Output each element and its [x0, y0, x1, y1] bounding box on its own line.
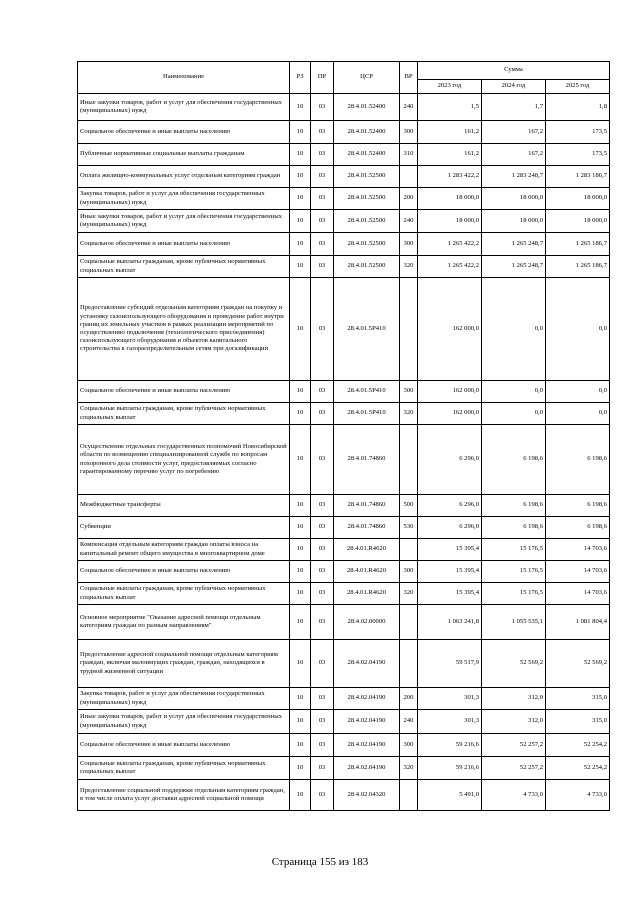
cell-rz: 10 [290, 94, 311, 121]
cell-y2024: 15 176,5 [482, 583, 546, 605]
cell-pr: 03 [311, 583, 334, 605]
cell-csr: 28.4.01.5Р410 [334, 381, 400, 403]
cell-y2025: 1,8 [546, 94, 610, 121]
cell-vr: 240 [400, 710, 418, 734]
cell-y2025: 0,0 [546, 278, 610, 381]
cell-y2023: 5 491,0 [418, 780, 482, 811]
cell-pr: 03 [311, 278, 334, 381]
cell-name: Иные закупки товаров, работ и услуг для обеспечения государственных (муниципальных) нужд [78, 710, 290, 734]
table-row [78, 688, 610, 710]
cell-y2024: 167,2 [482, 144, 546, 166]
cell-y2024: 1,7 [482, 94, 546, 121]
cell-y2024: 1 265 248,7 [482, 233, 546, 256]
cell-y2023: 301,3 [418, 710, 482, 734]
cell-vr: 200 [400, 688, 418, 710]
cell-name: Межбюджетные трансферты [78, 495, 290, 517]
cell-pr: 03 [311, 256, 334, 278]
cell-rz: 10 [290, 757, 311, 780]
cell-pr: 03 [311, 605, 334, 640]
cell-y2023: 15 395,4 [418, 561, 482, 583]
table-row [78, 210, 610, 233]
cell-rz: 10 [290, 780, 311, 811]
cell-y2024: 18 000,0 [482, 188, 546, 210]
cell-y2025: 1 283 186,7 [546, 166, 610, 188]
cell-name: Основное мероприятие "Оказание адресной помощи отдельным категориям граждан по разным направлениям" [78, 605, 290, 640]
cell-pr: 03 [311, 539, 334, 561]
cell-y2023: 6 296,0 [418, 495, 482, 517]
cell-vr: 320 [400, 403, 418, 425]
cell-csr: 28.4.02.00000 [334, 605, 400, 640]
cell-pr: 03 [311, 381, 334, 403]
table-row [78, 640, 610, 688]
cell-y2024: 6 198,6 [482, 495, 546, 517]
cell-csr: 28.4.01.52500 [334, 188, 400, 210]
cell-csr: 28.4.01.R4620 [334, 583, 400, 605]
cell-pr: 03 [311, 210, 334, 233]
cell-rz: 10 [290, 734, 311, 757]
cell-y2023: 162 000,0 [418, 403, 482, 425]
table-row [78, 94, 610, 121]
budget-table [77, 61, 610, 811]
cell-name: Иные закупки товаров, работ и услуг для обеспечения государственных (муниципальных) нужд [78, 94, 290, 121]
cell-csr: 28.4.02.04190 [334, 710, 400, 734]
cell-pr: 03 [311, 121, 334, 144]
cell-csr: 28.4.02.04190 [334, 688, 400, 710]
cell-pr: 03 [311, 640, 334, 688]
cell-csr: 28.4.01.52500 [334, 256, 400, 278]
cell-name: Осуществление отдельных государственных полномочий Новосибирской области по возмещению специализированной службе по вопросам похоронного дела стоимости услуг, предоставляемых согласно гарантированному перечню услуг по погребению [78, 425, 290, 495]
cell-y2025: 1 081 804,4 [546, 605, 610, 640]
cell-rz: 10 [290, 210, 311, 233]
cell-y2025: 6 198,6 [546, 495, 610, 517]
cell-csr: 28.4.01.52500 [334, 166, 400, 188]
table-row [78, 710, 610, 734]
cell-rz: 10 [290, 121, 311, 144]
cell-vr [400, 640, 418, 688]
cell-vr: 200 [400, 188, 418, 210]
cell-vr: 240 [400, 94, 418, 121]
cell-pr: 03 [311, 94, 334, 121]
cell-y2023: 59 517,9 [418, 640, 482, 688]
table-row [78, 757, 610, 780]
cell-y2025: 0,0 [546, 403, 610, 425]
header-sum: Сумма [418, 62, 610, 80]
cell-y2024: 0,0 [482, 403, 546, 425]
cell-y2023: 1 265 422,2 [418, 256, 482, 278]
cell-vr: 300 [400, 121, 418, 144]
table-row [78, 495, 610, 517]
cell-y2024: 0,0 [482, 381, 546, 403]
cell-y2023: 162 000,0 [418, 381, 482, 403]
cell-rz: 10 [290, 425, 311, 495]
header-rz: РЗ [290, 62, 311, 94]
cell-y2025: 18 000,0 [546, 210, 610, 233]
cell-rz: 10 [290, 233, 311, 256]
table-row [78, 517, 610, 539]
cell-y2024: 312,0 [482, 688, 546, 710]
cell-y2024: 0,0 [482, 278, 546, 381]
header-2025: 2025 год [546, 80, 610, 94]
cell-vr: 300 [400, 233, 418, 256]
cell-rz: 10 [290, 166, 311, 188]
cell-y2023: 161,2 [418, 144, 482, 166]
cell-y2023: 18 000,0 [418, 210, 482, 233]
cell-y2024: 6 198,6 [482, 517, 546, 539]
header-vr: ВР [400, 62, 418, 94]
header-2024: 2024 год [482, 80, 546, 94]
cell-vr [400, 539, 418, 561]
cell-name: Закупка товаров, работ и услуг для обеспечения государственных (муниципальных) нужд [78, 188, 290, 210]
cell-name: Компенсация отдельным категориям граждан оплаты взноса на капитальный ремонт общего имущества в многоквартирном доме [78, 539, 290, 561]
table-row [78, 233, 610, 256]
table-row [78, 403, 610, 425]
cell-rz: 10 [290, 144, 311, 166]
cell-csr: 28.4.01.52400 [334, 121, 400, 144]
cell-vr: 300 [400, 561, 418, 583]
cell-name: Социальные выплаты гражданам, кроме публичных нормативных социальных выплат [78, 757, 290, 780]
cell-y2025: 14 703,6 [546, 561, 610, 583]
cell-vr: 310 [400, 144, 418, 166]
cell-vr [400, 278, 418, 381]
cell-y2023: 162 000,0 [418, 278, 482, 381]
cell-y2025: 1 265 186,7 [546, 233, 610, 256]
cell-csr: 28.4.02.04190 [334, 734, 400, 757]
table-row [78, 539, 610, 561]
cell-y2023: 1,5 [418, 94, 482, 121]
cell-name: Иные закупки товаров, работ и услуг для обеспечения государственных (муниципальных) нужд [78, 210, 290, 233]
cell-y2023: 59 216,6 [418, 757, 482, 780]
cell-vr: 300 [400, 381, 418, 403]
cell-name: Социальное обеспечение и иные выплаты населению [78, 381, 290, 403]
cell-vr: 320 [400, 583, 418, 605]
cell-pr: 03 [311, 780, 334, 811]
cell-y2025: 0,0 [546, 381, 610, 403]
cell-y2025: 1 265 186,7 [546, 256, 610, 278]
cell-y2023: 15 395,4 [418, 583, 482, 605]
cell-y2023: 6 296,0 [418, 517, 482, 539]
cell-pr: 03 [311, 495, 334, 517]
cell-csr: 28.4.01.74860 [334, 495, 400, 517]
cell-rz: 10 [290, 539, 311, 561]
cell-y2024: 1 265 248,7 [482, 256, 546, 278]
cell-name: Социальное обеспечение и иные выплаты населению [78, 121, 290, 144]
cell-y2023: 1 063 241,8 [418, 605, 482, 640]
table-row [78, 734, 610, 757]
cell-csr: 28.4.01.52400 [334, 144, 400, 166]
cell-pr: 03 [311, 517, 334, 539]
cell-rz: 10 [290, 561, 311, 583]
cell-pr: 03 [311, 403, 334, 425]
cell-vr [400, 605, 418, 640]
cell-pr: 03 [311, 734, 334, 757]
cell-y2024: 52 257,2 [482, 734, 546, 757]
cell-name: Социальное обеспечение и иные выплаты населению [78, 233, 290, 256]
cell-pr: 03 [311, 688, 334, 710]
cell-name: Социальное обеспечение и иные выплаты населению [78, 561, 290, 583]
cell-y2024: 15 176,5 [482, 561, 546, 583]
cell-name: Социальное обеспечение и иные выплаты населению [78, 734, 290, 757]
cell-pr: 03 [311, 425, 334, 495]
cell-y2024: 167,2 [482, 121, 546, 144]
cell-pr: 03 [311, 710, 334, 734]
cell-rz: 10 [290, 495, 311, 517]
cell-pr: 03 [311, 561, 334, 583]
cell-y2024: 1 055 535,1 [482, 605, 546, 640]
table-row [78, 188, 610, 210]
cell-pr: 03 [311, 188, 334, 210]
cell-y2025: 6 198,6 [546, 425, 610, 495]
cell-rz: 10 [290, 710, 311, 734]
cell-y2023: 6 296,0 [418, 425, 482, 495]
cell-name: Социальные выплаты гражданам, кроме публичных нормативных социальных выплат [78, 583, 290, 605]
cell-y2023: 1 265 422,2 [418, 233, 482, 256]
cell-csr: 28.4.01.R4620 [334, 539, 400, 561]
cell-rz: 10 [290, 256, 311, 278]
table-row [78, 561, 610, 583]
cell-name: Предоставление социальной поддержки отдельным категориям граждан, в том числе оплата услуг доставки адресной социальной помощи [78, 780, 290, 811]
cell-y2024: 52 257,2 [482, 757, 546, 780]
cell-csr: 28.4.02.04320 [334, 780, 400, 811]
cell-y2025: 173,5 [546, 121, 610, 144]
cell-rz: 10 [290, 403, 311, 425]
cell-y2025: 14 703,6 [546, 583, 610, 605]
cell-rz: 10 [290, 605, 311, 640]
table-row [78, 583, 610, 605]
page-footer: Страница 155 из 183 [271, 856, 369, 868]
cell-rz: 10 [290, 583, 311, 605]
table-row [78, 780, 610, 811]
cell-csr: 28.4.01.52500 [334, 233, 400, 256]
cell-y2023: 301,3 [418, 688, 482, 710]
cell-pr: 03 [311, 144, 334, 166]
cell-csr: 28.4.01.5Р410 [334, 278, 400, 381]
cell-vr: 530 [400, 517, 418, 539]
cell-y2025: 315,0 [546, 710, 610, 734]
cell-y2024: 18 000,0 [482, 210, 546, 233]
cell-y2025: 173,5 [546, 144, 610, 166]
cell-csr: 28.4.02.04190 [334, 640, 400, 688]
cell-y2025: 6 198,6 [546, 517, 610, 539]
table-row [78, 121, 610, 144]
cell-y2023: 15 395,4 [418, 539, 482, 561]
cell-y2025: 52 254,2 [546, 757, 610, 780]
cell-y2024: 1 283 248,7 [482, 166, 546, 188]
cell-y2025: 18 000,0 [546, 188, 610, 210]
table-row [78, 381, 610, 403]
cell-pr: 03 [311, 233, 334, 256]
cell-name: Предоставление адресной социальной помощи отдельным категориям граждан, включая малоимущих граждан, граждан, находящихся в трудной жизненной ситуации [78, 640, 290, 688]
cell-csr: 28.4.01.52400 [334, 94, 400, 121]
cell-name: Социальные выплаты гражданам, кроме публичных нормативных социальных выплат [78, 256, 290, 278]
header-csr: ЦСР [334, 62, 400, 94]
table-body [78, 94, 610, 811]
cell-pr: 03 [311, 166, 334, 188]
header-pr: ПР [311, 62, 334, 94]
cell-y2025: 14 703,6 [546, 539, 610, 561]
cell-vr: 320 [400, 256, 418, 278]
header-row-1 [78, 62, 610, 80]
cell-csr: 28.4.01.R4620 [334, 561, 400, 583]
table-row [78, 425, 610, 495]
table-row [78, 278, 610, 381]
cell-rz: 10 [290, 278, 311, 381]
table-row [78, 144, 610, 166]
cell-rz: 10 [290, 517, 311, 539]
cell-y2025: 52 569,2 [546, 640, 610, 688]
cell-y2025: 4 733,0 [546, 780, 610, 811]
cell-y2023: 161,2 [418, 121, 482, 144]
cell-vr [400, 780, 418, 811]
cell-csr: 28.4.01.52500 [334, 210, 400, 233]
cell-vr: 240 [400, 210, 418, 233]
header-2023: 2023 год [418, 80, 482, 94]
cell-name: Предоставление субсидий отдельным категориям граждан на покупку и установку газоиспользующего оборудования и проведение работ внутри границ их земельных участков в рамках реализации мероприятий по осуществлению подключения (технологического присоединения) газоиспользующего оборудования и объектов капитального строительства к газораспределительным сетям при догазификации [78, 278, 290, 381]
cell-rz: 10 [290, 688, 311, 710]
cell-y2024: 6 198,6 [482, 425, 546, 495]
cell-csr: 28.4.01.74860 [334, 517, 400, 539]
cell-y2024: 15 176,5 [482, 539, 546, 561]
table-row [78, 605, 610, 640]
cell-csr: 28.4.02.04190 [334, 757, 400, 780]
table-row [78, 256, 610, 278]
cell-y2023: 18 000,0 [418, 188, 482, 210]
cell-y2025: 315,0 [546, 688, 610, 710]
cell-y2023: 59 216,6 [418, 734, 482, 757]
table-row [78, 166, 610, 188]
cell-vr [400, 166, 418, 188]
cell-y2025: 52 254,2 [546, 734, 610, 757]
header-name: Наименование [78, 62, 290, 94]
cell-name: Оплата жилищно-коммунальных услуг отдельным категориям граждан [78, 166, 290, 188]
cell-name: Социальные выплаты гражданам, кроме публичных нормативных социальных выплат [78, 403, 290, 425]
cell-rz: 10 [290, 381, 311, 403]
cell-pr: 03 [311, 757, 334, 780]
cell-vr: 500 [400, 495, 418, 517]
cell-vr: 300 [400, 734, 418, 757]
cell-y2024: 4 733,0 [482, 780, 546, 811]
cell-vr: 320 [400, 757, 418, 780]
cell-y2023: 1 283 422,2 [418, 166, 482, 188]
cell-rz: 10 [290, 188, 311, 210]
cell-name: Закупка товаров, работ и услуг для обеспечения государственных (муниципальных) нужд [78, 688, 290, 710]
cell-vr [400, 425, 418, 495]
cell-y2024: 52 569,2 [482, 640, 546, 688]
cell-name: Субвенции [78, 517, 290, 539]
cell-csr: 28.4.01.74860 [334, 425, 400, 495]
cell-csr: 28.4.01.5Р410 [334, 403, 400, 425]
cell-rz: 10 [290, 640, 311, 688]
cell-name: Публичные нормативные социальные выплаты гражданам [78, 144, 290, 166]
cell-y2024: 312,0 [482, 710, 546, 734]
